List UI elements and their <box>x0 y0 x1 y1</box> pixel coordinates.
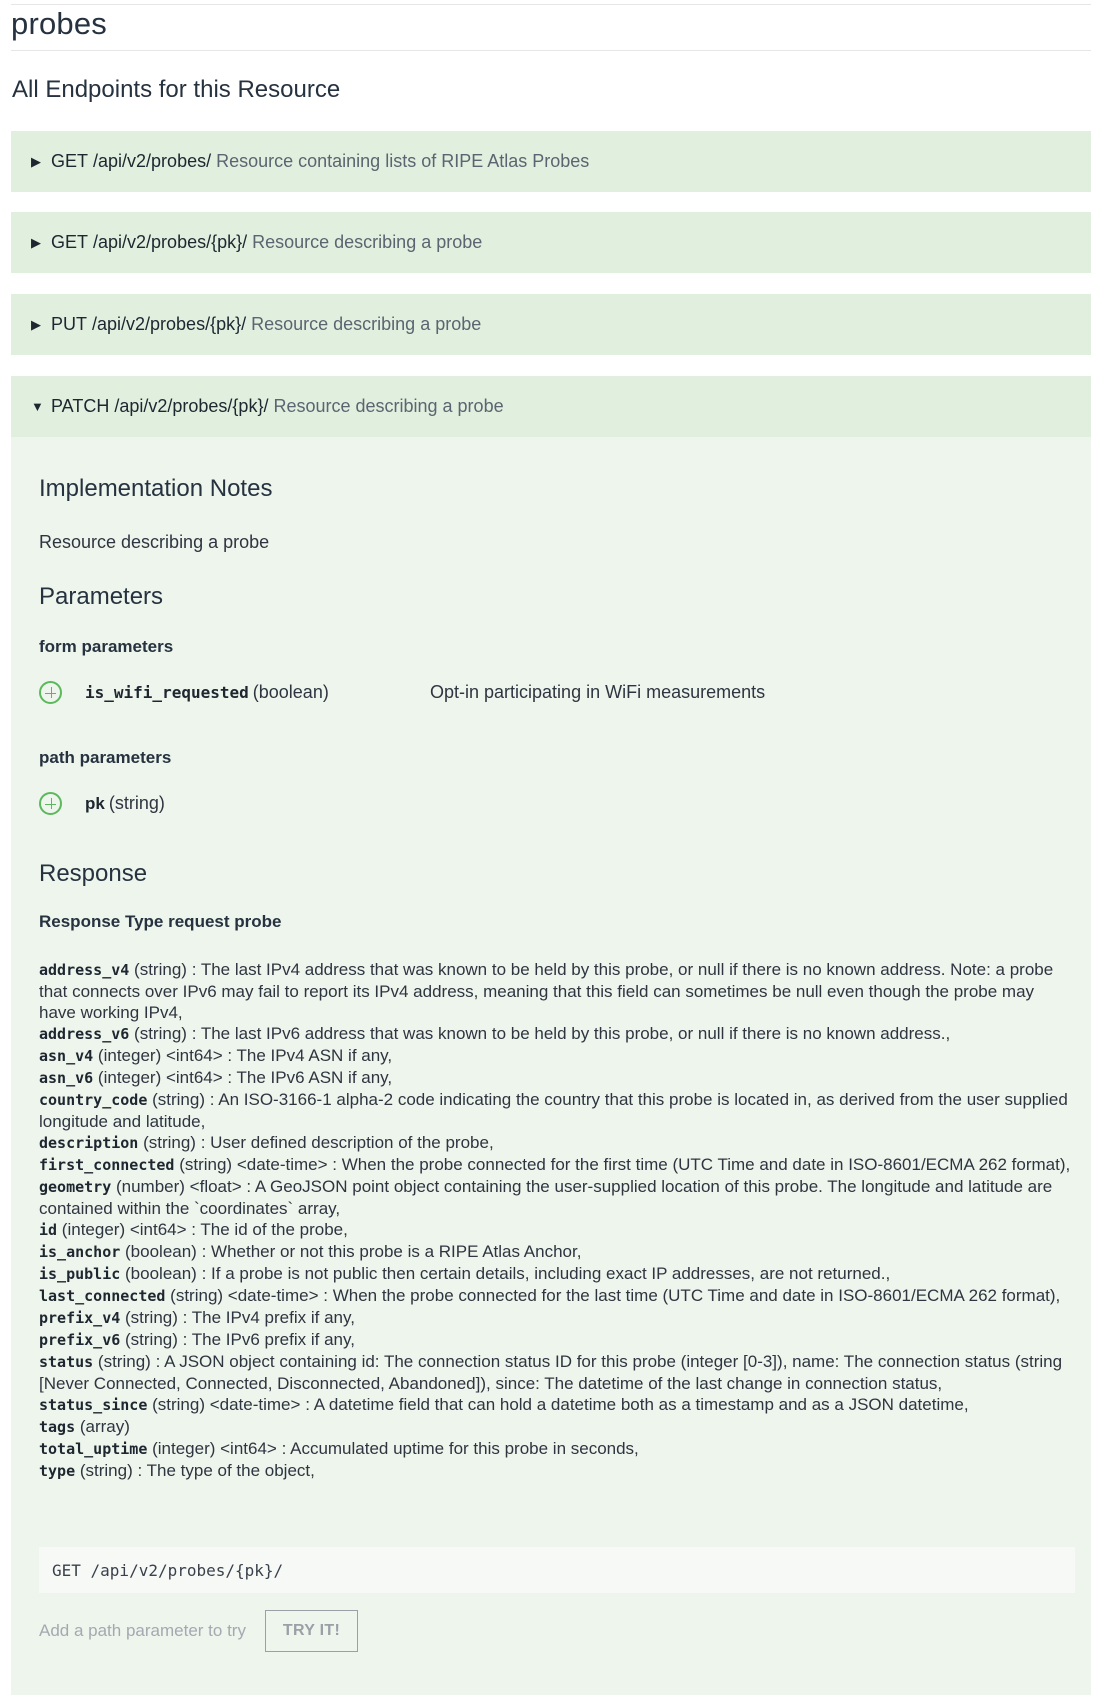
param-name <box>85 793 165 814</box>
field-name: last_connected <box>39 1287 166 1305</box>
field-type: (boolean) <box>125 1264 197 1283</box>
param-name-text: is_wifi_requested <box>85 683 249 702</box>
param-name <box>85 682 329 703</box>
path-param-row <box>39 792 1039 820</box>
field-type: (string) <date-time> <box>179 1155 328 1174</box>
request-url-preview: GET /api/v2/probes/{pk}/ <box>39 1547 1075 1593</box>
field-description: : Whether or not this probe is a RIPE Atlas Anchor, <box>201 1242 582 1261</box>
param-type: (boolean) <box>252 682 329 702</box>
field-name: status_since <box>39 1396 148 1414</box>
field-type: (string) <date-time> <box>170 1286 319 1305</box>
field-name: id <box>39 1221 58 1239</box>
endpoint-get-probes-list[interactable] <box>11 131 1091 192</box>
endpoint-summary: Resource describing a probe <box>252 232 483 252</box>
endpoint-summary: Resource describing a probe <box>251 314 482 334</box>
field-description: : User defined description of the probe, <box>200 1133 494 1152</box>
response-field <box>39 1263 1075 1285</box>
expand-triangle-icon: ▶ <box>31 153 41 169</box>
field-type: (string) <box>143 1133 196 1152</box>
field-type: (string) <box>125 1330 178 1349</box>
response-field <box>39 1176 1075 1219</box>
field-name: asn_v6 <box>39 1069 94 1087</box>
endpoint-path: /api/v2/probes/{pk}/ <box>92 314 247 334</box>
parameters-title: Parameters <box>39 583 164 610</box>
response-field <box>39 1394 1075 1416</box>
response-model-list <box>39 959 1075 1482</box>
field-description: : A GeoJSON point object containing the user-supplied location of this probe. The longitude and latitude are contained within the `coordinates` array, <box>39 1177 1053 1218</box>
field-type: (boolean) <box>125 1242 197 1261</box>
page-title: probes <box>11 6 107 41</box>
field-name: type <box>39 1462 76 1480</box>
endpoint-summary: Resource describing a probe <box>273 396 504 416</box>
response-field <box>39 1351 1075 1394</box>
path-parameters-label: path parameters <box>39 748 172 767</box>
endpoint-get-probe-detail[interactable] <box>11 212 1091 273</box>
param-type: (string) <box>108 793 165 813</box>
section-title: All Endpoints for this Resource <box>12 76 341 103</box>
response-field <box>39 1460 1075 1482</box>
expand-triangle-icon: ▶ <box>31 234 41 250</box>
field-description: : The IPv4 ASN if any, <box>227 1046 393 1065</box>
field-description: : When the probe connected for the last time (UTC Time and date in ISO-8601/ECMA 262 format), <box>323 1286 1061 1305</box>
field-name: first_connected <box>39 1156 175 1174</box>
implementation-notes-title: Implementation Notes <box>39 475 273 502</box>
response-field <box>39 1307 1075 1329</box>
field-name: prefix_v4 <box>39 1309 121 1327</box>
field-description: : The type of the object, <box>137 1461 315 1480</box>
endpoint-method: GET <box>51 151 89 171</box>
endpoint-method: PATCH <box>51 396 110 416</box>
field-name: address_v4 <box>39 961 130 979</box>
field-description: : The id of the probe, <box>191 1220 348 1239</box>
response-field <box>39 1154 1075 1176</box>
field-name: description <box>39 1134 139 1152</box>
expand-triangle-icon: ▶ <box>31 316 41 332</box>
title-divider <box>11 50 1091 51</box>
form-param-row <box>39 681 1039 709</box>
endpoint-put-probe[interactable] <box>11 294 1091 355</box>
response-type-label: Response Type request probe <box>39 912 282 931</box>
field-name: is_anchor <box>39 1243 121 1261</box>
field-type: (string) <box>134 960 187 979</box>
response-field <box>39 1438 1075 1460</box>
response-field <box>39 1067 1075 1089</box>
field-type: (array) <box>79 1417 130 1436</box>
field-type: (number) <float> <box>115 1177 242 1196</box>
param-description: Opt-in participating in WiFi measurements <box>430 682 766 702</box>
response-field <box>39 1219 1075 1241</box>
field-type: (integer) <int64> <box>97 1046 223 1065</box>
field-name: status <box>39 1353 94 1371</box>
field-type: (integer) <int64> <box>97 1068 223 1087</box>
try-hint-text: Add a path parameter to try <box>39 1621 246 1640</box>
response-field <box>39 1089 1075 1132</box>
collapse-triangle-icon: ▼ <box>31 399 44 414</box>
field-type: (string) <box>79 1461 133 1480</box>
field-name: total_uptime <box>39 1440 148 1458</box>
field-description: : The last IPv4 address that was known to be held by this probe, or null if there is no known address. Note: a probe that connects over IPv6 may fail to report its IPv4 address, meaning that this field can sometimes be null even though the probe may have working IPv4, <box>39 960 1054 1022</box>
field-type: (string) <box>134 1024 187 1043</box>
field-description: : The IPv6 prefix if any, <box>182 1330 355 1349</box>
add-parameter-plus-icon[interactable] <box>39 681 62 704</box>
field-type: (integer) <int64> <box>152 1439 277 1458</box>
response-field <box>39 1416 1075 1438</box>
field-type: (string) <box>152 1090 206 1109</box>
field-type: (string) <box>97 1352 151 1371</box>
response-field <box>39 1329 1075 1351</box>
field-name: prefix_v6 <box>39 1331 121 1349</box>
field-name: is_public <box>39 1265 121 1283</box>
response-title: Response <box>39 860 148 887</box>
field-description: : Accumulated uptime for this probe in seconds, <box>281 1439 639 1458</box>
try-it-button[interactable]: TRY IT! <box>265 1610 358 1652</box>
field-description: : A JSON object containing id: The connection status ID for this probe (integer [0-3]), name: The connection status (string [Never Connected, Connected, Disconnected, Abandoned]), since: The datetime of the last change in connection status, <box>39 1352 1063 1393</box>
implementation-notes-text: Resource describing a probe <box>39 532 270 552</box>
field-description: : The last IPv6 address that was known to be held by this probe, or null if there is no known address., <box>191 1024 951 1043</box>
field-description: : A datetime field that can hold a datetime both as a timestamp and as a JSON datetime, <box>305 1395 969 1414</box>
endpoint-path: /api/v2/probes/ <box>93 151 212 171</box>
response-field <box>39 1045 1075 1067</box>
endpoint-path: /api/v2/probes/{pk}/ <box>114 396 269 416</box>
field-description: : If a probe is not public then certain details, including exact IP addresses, are not returned., <box>201 1264 891 1283</box>
add-parameter-plus-icon[interactable] <box>39 792 62 815</box>
field-name: address_v6 <box>39 1025 130 1043</box>
field-name: tags <box>39 1418 76 1436</box>
endpoint-details-panel <box>11 437 1091 1695</box>
endpoint-path: /api/v2/probes/{pk}/ <box>93 232 248 252</box>
field-description: : When the probe connected for the first time (UTC Time and date in ISO-8601/ECMA 262 format), <box>332 1155 1071 1174</box>
field-name: country_code <box>39 1091 148 1109</box>
field-description: : The IPv6 ASN if any, <box>227 1068 393 1087</box>
endpoint-summary: Resource containing lists of RIPE Atlas Probes <box>216 151 590 171</box>
field-type: (string) <date-time> <box>152 1395 301 1414</box>
field-type: (integer) <int64> <box>61 1220 187 1239</box>
endpoint-method: PUT <box>51 314 87 334</box>
endpoint-method: GET <box>51 232 89 252</box>
response-field <box>39 959 1075 1023</box>
endpoint-patch-probe[interactable] <box>11 376 1091 437</box>
top-divider <box>11 4 1091 5</box>
response-field <box>39 1132 1075 1154</box>
field-description: : An ISO-3166-1 alpha-2 code indicating the country that this probe is located in, as derived from the user supplied longitude and latitude, <box>39 1090 1068 1131</box>
form-parameters-label: form parameters <box>39 637 174 656</box>
field-name: asn_v4 <box>39 1047 94 1065</box>
response-field <box>39 1241 1075 1263</box>
field-description: : The IPv4 prefix if any, <box>182 1308 355 1327</box>
response-field <box>39 1285 1075 1307</box>
field-name: geometry <box>39 1178 112 1196</box>
response-field <box>39 1023 1075 1045</box>
param-name-text: pk <box>85 794 105 813</box>
field-type: (string) <box>125 1308 178 1327</box>
